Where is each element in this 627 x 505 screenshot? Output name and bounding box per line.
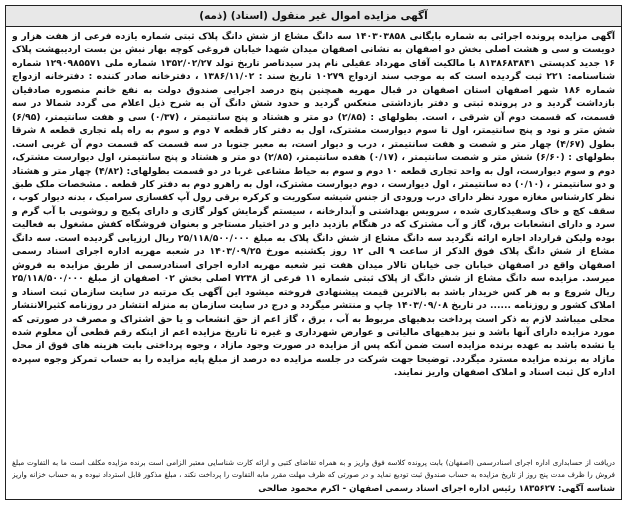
notice-text: آگهی مزایده پرونده اجرائی به شماره بایگانی ۱۴۰۳۰۳۸۵۸ سه دانگ مشاع از شش دانگ پلاک ثبتی شماره یازده فرعی از هفت هزار و دویست و سی و هشت اصلی بخش دو اصفهان به نشانی اصفهان میدان شهدا خیابان فروغی کوچه بهار نبش بن بست ارديبهشت پلاک ۱۶ جديد کدپستی ۸۱۳۸۶۸۳۸۴۱ با مالکیت آقای مهرداد عقیلی نام پدر سیدناصر تاریخ تولد ۱۳۵۲/۰۲/۲۷ شماره ملی ۱۲۹۰۹۸۵۵۷۱ شماره شناسنامه: ۲۲۱ ثبت گردیده است که به موجب سند ازدواج ۱۰۲۷۹ تاریخ سند : ۱۳۸۶/۱۱/۰۲ ، دفترخانه صادر کننده : دفترخانه ازدواج شماره ۱۸۶ شهر اصفهان استان اصفهان در قبال مهریه همچنین پنج درصد اجرایی صندوق دولت به نفع خانم منصوره صادقیان بازداشت گردید و در پرونده ثبتی و دفتر بازداشتی منعکس گردید و حدود شش دانگ آن به شرح ذیل اعلام می گردد شمالا در سه قسمت، که قسمت دوم آن شرقی ، است. بطولهای : (۲/۸۵) دو متر و هشتاد و پنج سانتیمتر ، (۰/۳۷) سی و هفت سانتیمتر، (۶/۹۵) شش متر و نود و پنج سانتیمتر، اول تا سوم دیوارست مشترک، اول به دفتر کار قطعه ۷ دوم و سوم به راه پله تجاری قطعه ۸ شرقا بطول (۴/۶۷) چهار متر و شصت و هفت سانتیمتر ، درب و دیوار است، به معبر جنوبا در سه قسمت که قسمت دوم آن غربی است. بطولهای : (۶/۶۰) شش متر و شصت سانتیمتر ، (۰/۱۷) هفده سانتیمتر، (۲/۸۵) دو متر و هشتاد و پنج سانتیمتر، اول دیوارست مشترک، دوم و سوم دیوارست، اول به واحد تجاری قطعه ۱۰ دوم و سوم به حیاط مشاعی غربا در دو قسمت بطولهای: (۴/۸۲) چهار متر و هشتاد و دو سانتیمتر ، (۰/۱۰) ده سانتیمتر ، اول دیوارست ، دوم دیوارست مشترک، اول به راهرو دوم به دفتر کار قطعه . مشخصات ملک طبق نظر کارشناس مغازه مورد نظر دارای درب ورودی از جنس شیشه سکوریت و کرکره برقی رول آپ کفسازی سرامیک ، بدنه دیوار کوب ، سقف کچ و خاک وسفیدکاری شده ، سرویس بهداشتی و آبدارخانه ، سیستم گرمایش کولر گازی و دارای پکیج و روشویی با آب گرم و سرد و دارای انشعابات برق، گاز و آب مشترک که در هنگام بازدید دایر و در اختیار مستاجر و بعنوان فروشگاه کفش مشغول به فعالیت بوده ولیکن قرارداد اجاره ارائه نگردید سه دانگ مشاع از شش دانگ پلاک به مبلغ ۲۵/۱۱۸/۵۰۰/۰۰۰ ریال ارزیابی گردیده است. سه دانگ مشاع از شش دانگ پلاک فوق الذکر از ساعت ۹ الی ۱۲ روز یکشنبه مورخ ۱۴۰۳/۰۹/۲۵ در شعبه مهریه اداره اجرای اسناد رسمی اصفهان واقع در اصفهان خیابان جی خیابان تالار میدان هفت تیر شعبه مهریه اداره اجرای اسنادرسمی از طریق مزایده به فروش میرسد. مزایده سه دانگ مشاع از شش دانگ از پلاک ثبتی شماره ۱۱ فرعی از ۷۲۳۸ اصلی بخش ۰۲ اصفهان از مبلغ ۲۵/۱۱۸/۵۰۰/۰۰۰ ریال شروع و به هر کس خریدار باشد به بالاترین قیمت پیشنهادی فروخته میشود این آگهی یک مرتبه در سایت سازمان ثبت اسناد و املاک کشور و روزنامه ...... در تاریخ ۱۴۰۳/۰۹/۰۸ چاپ و منتشر میگردد و درج در سایت سازمان به منزله انتشار در روزنامه کثیرالانتشار محلی میباشد لازم به ذکر است پرداخت بدهیهای مربوط به آب ، برق ، گاز اعم از حق انشعاب و یا حق اشتراک و مصرف در صورتی که مورد مزایده دارای آنها باشد و نیز بدهیهای مالیاتی و عوارض شهرداری و غیره تا تاریخ مزایده اعم از اینکه رقم قطعی آن معلوم شده یا نشده باشد به عهده برنده مزایده است ضمن آنکه پس از مزایده در صورت وجود مازاد ، وجوه پرداختی بابت هزینه های فوق از محل مازاد به برنده مزایده مسترد میگردد. توضیحا جهت شرکت در جلسه مزایده ده درصد از مبلغ پایه مزایده را به حساب تمرکز وجوه سپرده اداره کل ثبت اسناد و املاک اصفهان واریز نمایند. <box>12 31 615 379</box>
notice-body <box>12 30 615 457</box>
notice-signature: شناسه آگهی: ۱۸۳۵۶۲۷ رئیس اداره اجرای اسناد رسمی اصفهان - اکرم محمود صالحی <box>258 484 615 494</box>
notice-title: آگهی مزایده اموال غیر منقول (اسناد) (ذمه) <box>6 6 621 27</box>
notice-footnote: دریافت از حسابداری اداره اجرای اسنادرسمی (اصفهان) بابت پرونده کلاسه فوق واریز و به همراه تقاضای کتبی و ارائه کارت شناسایی معتبر الزامی است برنده مزایده مکلف است ما به التفاوت مبلغ فروش را ظرف مدت پنج روز از تاریخ مزایده به حساب صندوق ثبت تودیع نماید و در صورتی که ظرف مهلت مقرر مابه التفاوت را پرداخت نکند ، مبلغ مذکور قابل استرداد نبوده و به حساب خزانه واریز <box>12 458 615 479</box>
notice-frame <box>5 5 622 500</box>
